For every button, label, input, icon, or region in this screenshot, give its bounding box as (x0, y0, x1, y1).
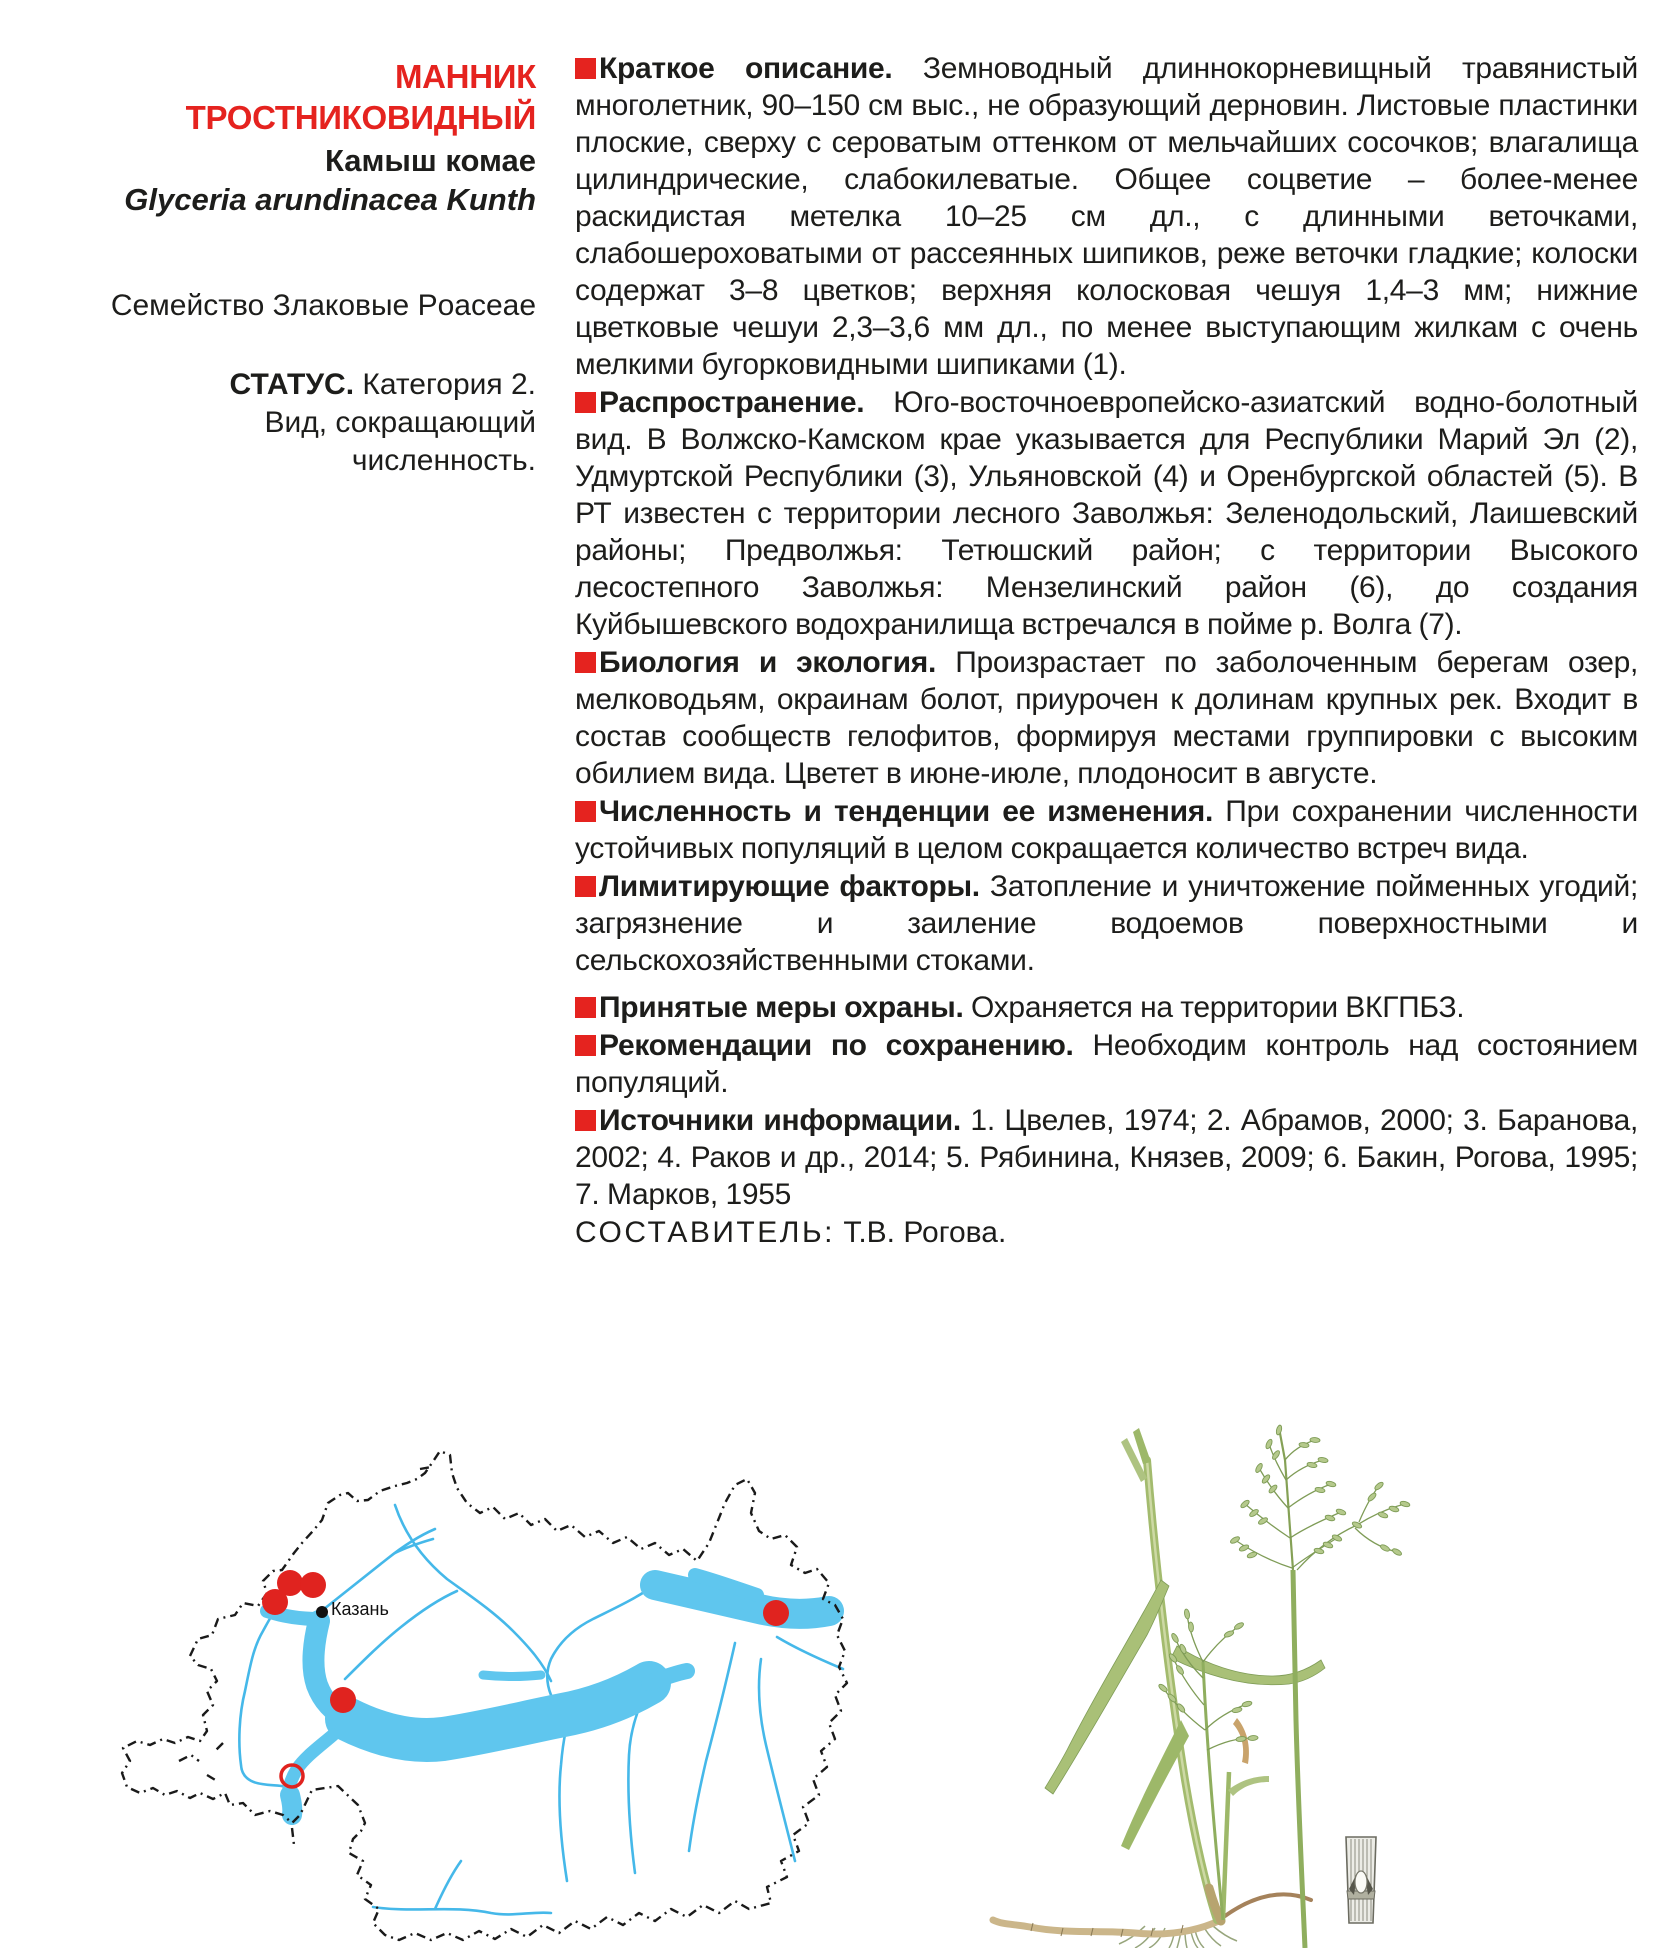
section-body: Затопление и уничтожение пойменных угодий; загрязнение и заиление водоемов поверхностными и сельскохозяйственными стоками. (575, 870, 1638, 977)
map-border-layer (122, 1451, 847, 1940)
compiler-name: Т.В. Рогова. (843, 1216, 1007, 1249)
leafy-culm-highlight (1147, 1460, 1217, 1920)
species-header-panel (50, 56, 536, 480)
river-belaya (777, 1637, 843, 1669)
old-stem-arc (1225, 1894, 1311, 1916)
east-lake (483, 1675, 541, 1677)
river-vyatka (395, 1505, 551, 1681)
section-heading: Источники информации. (599, 1104, 961, 1137)
botanical-illustration (985, 1420, 1425, 1948)
description-section (575, 644, 1638, 792)
border-fragment-1 (420, 1467, 431, 1469)
section-bullet-icon (575, 1035, 596, 1056)
panicle-axis (1279, 1428, 1293, 1570)
tiller-leaf (1228, 1776, 1269, 1796)
section-bullet-icon (575, 1110, 596, 1131)
tiller-stem (1223, 1772, 1229, 1920)
leaf-blade-right (1171, 1646, 1325, 1685)
species-tatar-name: Камыш комае (324, 143, 536, 178)
leaf-blade-lower-left (1121, 1720, 1189, 1850)
kazan-city-dot (316, 1606, 328, 1618)
occurrence-marker-filled (300, 1572, 326, 1598)
section-bullet-icon (575, 392, 596, 413)
section-bullet-icon (575, 58, 596, 79)
river-ik (759, 1659, 795, 1861)
section-heading: Биология и экология. (599, 646, 936, 679)
section-heading: Численность и тенденции ее изменения. (599, 795, 1214, 828)
occurrence-marker-filled (763, 1600, 789, 1626)
section-body: Произрастает по заболоченным берегам озер, мелководьям, окраинам болот, приурочен к долинам крупных рек. Входит в состав сообществ гелофитов, формируя местами группировки с высоким обилием вида. Цветет в июне-июле, плодоносит в августе. (575, 646, 1638, 790)
description-section (575, 793, 1638, 867)
occurrence-marker-filled (262, 1589, 288, 1615)
tatarstan-border (122, 1451, 847, 1940)
leaf-blade-left (1045, 1580, 1169, 1794)
border-fragment-3 (207, 1775, 217, 1781)
section-heading: Принятые меры охраны. (599, 991, 964, 1024)
section-body: При сохранении численности устойчивых популяций в целом сокращается количество встреч вида. (575, 795, 1638, 865)
river-cheremshan (373, 1907, 551, 1914)
section-body: Необходим контроль над состоянием популяций. (575, 1029, 1639, 1099)
leafy-culm (1147, 1460, 1217, 1920)
border-fragment-2 (179, 1755, 199, 1761)
section-heading: Краткое описание. (599, 52, 893, 85)
section-bullet-icon (575, 876, 596, 897)
section-body: Земноводный длиннокорневищный травянистый многолетник, 90–150 см выс., не образующий дерновин. Листовые пластинки плоские, сверху с сероватым оттенком от мельчайших сосочков; влагалища цилиндрические, слабокилеватые. Общее соцветие – более-менее раскидистая метелка 10–25 см дл., с длинными веточками, слабошероховатыми от рассеянных шипиков, реже веточки гладкие; колоски содержат 3–8 цветков; верхняя колосковая чешуя 1,4–3 мм; нижние цветковые чешуи 2,3–3,6 мм дл., по менее выступающим жилкам с очень мелкими бугорковидными шипиками (1). (575, 52, 1638, 381)
section-body: Юго-восточноевропейско-азиатский водно-болотный вид. В Волжско-Камском крае указывается для Республики Марий Эл (2), Удмуртской Республики (3), Ульяновской (4) и Оренбургской областей (5). В РТ известен с территории лесного Заволжья: Зеленодольский, Лаишевский районы; Предволжья: Тетюшский район; с территории Высокого лесостепного Заволжья: Мензелинский район (6), до создания Куйбышевского водохранилища встречался в пойме р. Волга (7). (575, 386, 1638, 641)
kuibyshev-reservoir-main (347, 1683, 649, 1740)
river-menzelya (689, 1643, 735, 1851)
kazan-city-label: Казань (331, 1599, 389, 1619)
description-section (575, 50, 1638, 383)
border-fragment-5 (292, 1828, 294, 1845)
flowering-culm (1293, 1570, 1305, 1948)
species-latin-name: Glyceria arundinacea Kunth (124, 182, 536, 217)
plant-rhizome (993, 1920, 1221, 1934)
section-bullet-icon (575, 997, 596, 1018)
status-line-2: Вид, сокращающий (264, 406, 536, 439)
species-title-line2: ТРОСТНИКОВИДНЫЙ (185, 99, 536, 136)
status-label: СТАТУС. (229, 368, 355, 401)
section-heading: Лимитирующие факторы. (599, 870, 980, 903)
section-body: Охраняется на территории ВКГПБЗ. (963, 991, 1465, 1024)
compiler-label: СОСТАВИТЕЛЬ: (575, 1216, 835, 1249)
species-status (50, 366, 536, 480)
description-sections (575, 50, 1638, 1213)
plant-drawing (993, 1425, 1410, 1948)
description-section (575, 1102, 1638, 1213)
occurrence-marker-filled (330, 1687, 356, 1713)
description-section (575, 989, 1638, 1026)
panicle-branches (1163, 1440, 1405, 1750)
section-heading: Рекомендации по сохранению. (599, 1029, 1074, 1062)
river-cheremshan-branch (435, 1861, 461, 1909)
species-description-column (575, 50, 1638, 1281)
kuibyshev-reservoir-tail-east (649, 1671, 687, 1683)
species-title-line1: МАННИК (394, 58, 536, 95)
species-family: Семейство Злаковые Poaceae (110, 289, 536, 322)
distribution-map (95, 1443, 850, 1948)
section-heading: Распространение. (599, 386, 865, 419)
species-title (50, 56, 536, 138)
section-body: 1. Цвелев, 1974; 2. Абрамов, 2000; 3. Баранова, 2002; 4. Раков и др., 2014; 5. Рябинина, Князев, 2009; 6. Бакин, Рогова, 1995; 7. Марков, 1955 (575, 1104, 1638, 1211)
volga-lake-tetyushi (290, 1795, 292, 1815)
river-zai (628, 1701, 642, 1873)
status-line-3: численность. (351, 444, 536, 477)
border-fragment-4 (215, 1743, 223, 1751)
status-line-1: СТАТУС. Категория 2. (229, 368, 536, 401)
description-section (575, 384, 1638, 643)
stem-node-detail-inset (1346, 1837, 1376, 1923)
compiler-line (575, 1214, 1638, 1251)
section-bullet-icon (575, 652, 596, 673)
section-bullet-icon (575, 801, 596, 822)
river-kazanka (324, 1529, 435, 1609)
description-section (575, 868, 1638, 979)
description-section (575, 1027, 1638, 1101)
